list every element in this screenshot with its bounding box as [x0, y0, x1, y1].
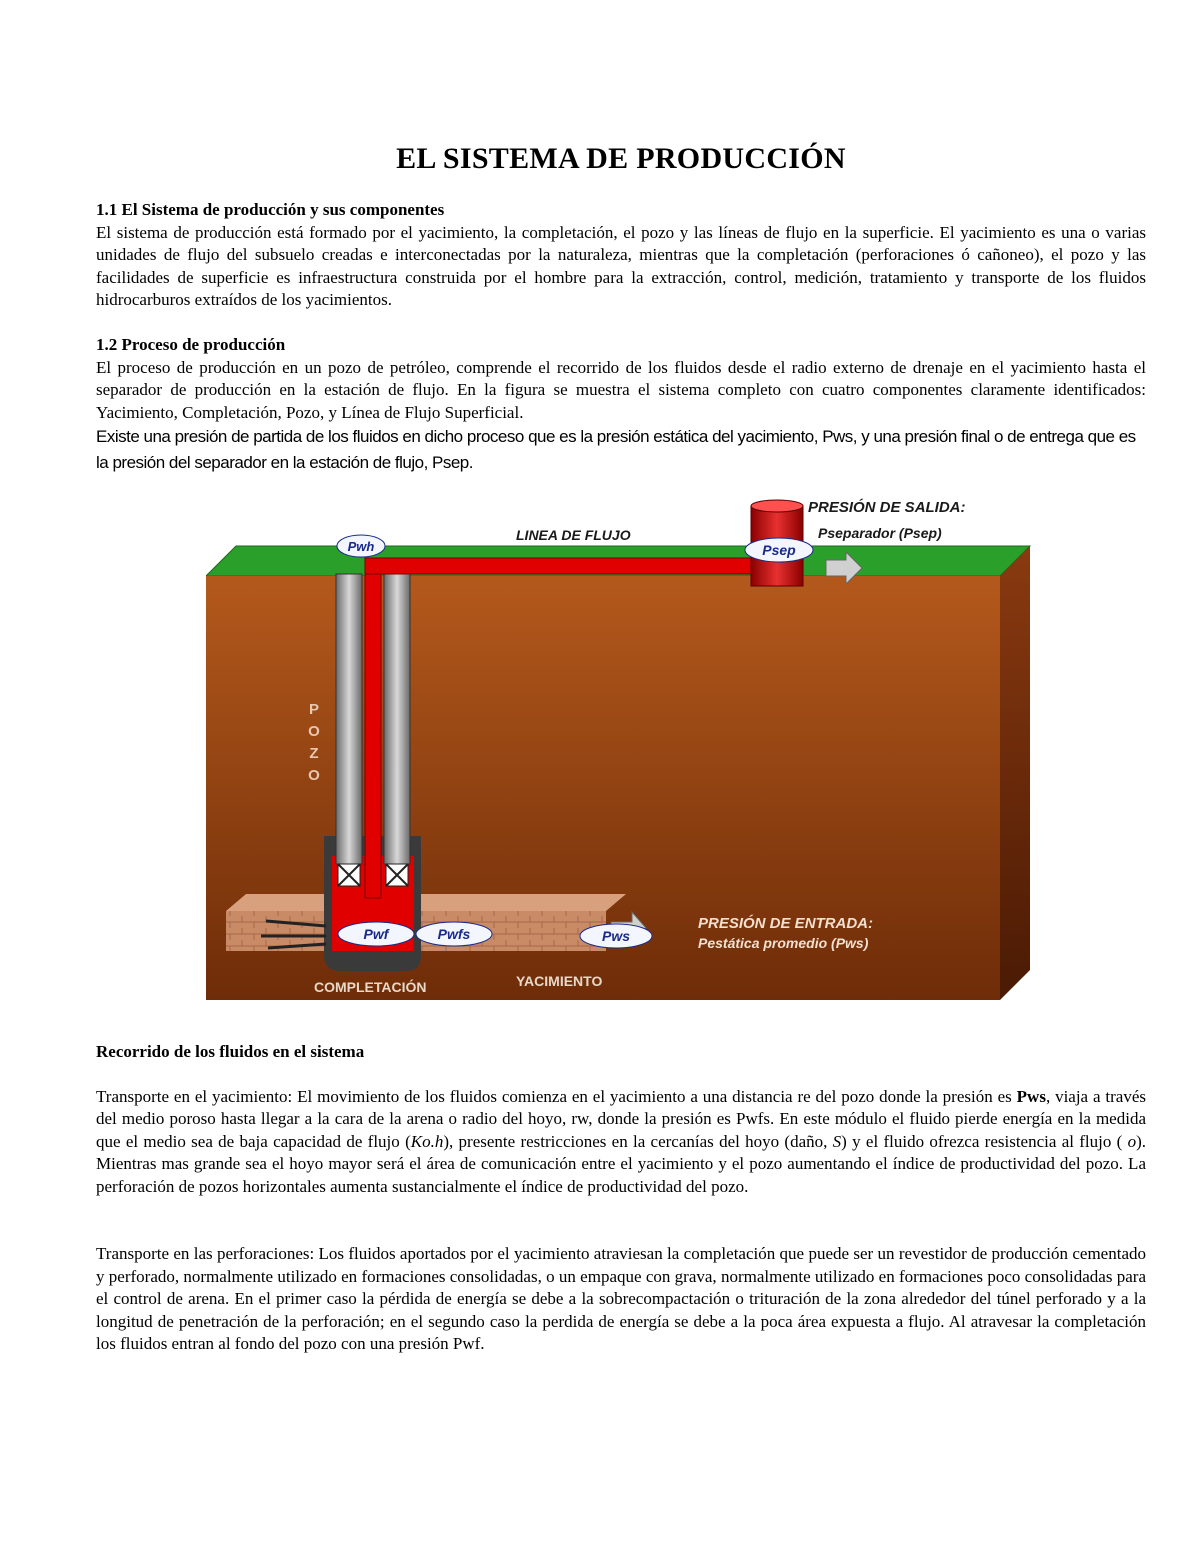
section-3-heading: Recorrido de los fluidos en el sistema: [96, 1042, 365, 1061]
casing-left: [336, 574, 362, 864]
inlet-pressure-label: PRESIÓN DE ENTRADA:: [698, 915, 874, 932]
packer-left: [338, 864, 360, 886]
section-3-paragraph-1: [96, 1086, 1146, 1199]
pozo-letter-3: Z: [309, 745, 319, 762]
pwfs-badge: [416, 922, 492, 946]
completion-label: COMPLETACIÓN: [314, 979, 427, 995]
packer-right: [386, 864, 408, 886]
pwf-badge: [338, 922, 414, 946]
section-1-heading: 1.1 El Sistema de producción y sus componentes: [96, 200, 445, 219]
page-title: EL SISTEMA DE PRODUCCIÓN: [396, 142, 846, 175]
pwh-label: Pwh: [347, 539, 375, 554]
p1-text-c: ), presente restricciones en la cercanías del hoyo (daño,: [443, 1131, 833, 1151]
section-2-heading: 1.2 Proceso de producción: [96, 335, 286, 354]
production-system-figure: [206, 496, 1036, 1006]
section-3: [96, 1041, 1146, 1356]
pozo-letter-4: O: [308, 767, 320, 784]
p1-koh: Ko.h: [410, 1131, 444, 1151]
p1-text-b: , viaja a través del medio poroso hasta llegar a la cara de la arena o radio del hoyo, rw, donde la presión es Pwfs. En este módulo el fluido pierde energía en la medida que el medio sea de baja capacidad de flujo (: [96, 1086, 1146, 1151]
psep-label: Psep: [762, 542, 796, 558]
pwfs-label: Pwfs: [437, 926, 471, 942]
section-2-body-2: Existe una presión de partida de los fluidos en dicho proceso que es la presión estática del yacimiento, Pws, y una presión final o de entrega que es la presión del separador en la estación de flujo, Psep.: [96, 427, 1136, 472]
p1-text-e: ). Mientras mas grande sea el hoyo mayor será el área de comunicación entre el yacimiento y el pozo aumentando el índice de productividad del pozo. La perforación de pozos horizontales aumenta sustancialmente el índice de productividad del pozo.: [96, 1131, 1147, 1196]
section-2-body: El proceso de producción en un pozo de petróleo, comprende el recorrido de los fluidos desde el radio externo de drenaje en el yacimiento hasta el separador de producción en la estación de flujo. En la figura se muestra el sistema completo con cuatro componentes claramente identificados: Yacimiento, Completación, Pozo, y Línea de Flujo Superficial.: [96, 357, 1146, 422]
flow-line-pipe: [365, 558, 755, 574]
separator-pressure-label: Pseparador (Psep): [818, 525, 942, 541]
flow-line-label: LINEA DE FLUJO: [516, 527, 631, 543]
pwf-label: Pwf: [363, 926, 389, 942]
static-pressure-label: Pestática promedio (Pws): [698, 935, 869, 951]
p1-text-d: ) y el fluido ofrezca resistencia al flujo (: [841, 1131, 1128, 1151]
casing-right: [384, 574, 410, 864]
section-1: [96, 199, 1146, 312]
pws-badge: [580, 924, 652, 948]
p1-pws-bold: Pws: [1016, 1086, 1046, 1106]
section-1-body: El sistema de producción está formado por el yacimiento, la completación, el pozo y las líneas de flujo en la superficie. El yacimiento es una o varias unidades de flujo del subsuelo creadas e interconectadas por la naturaleza, mientras que la completación (perforaciones ó cañoneo), el pozo y las facilidades de superficie es infraestructura construida por el hombre para la extracción, control, medición, tratamiento y transporte de los fluidos hidrocarburos extraídos de los yacimientos.: [96, 222, 1146, 309]
pws-label: Pws: [601, 928, 631, 944]
outlet-pressure-label: PRESIÓN DE SALIDA:: [808, 499, 966, 516]
reservoir-label: YACIMIENTO: [516, 973, 603, 989]
pozo-letter-2: O: [308, 723, 320, 740]
pozo-letter-1: P: [308, 701, 320, 718]
p1-s: S: [832, 1131, 842, 1151]
pwh-badge: [337, 535, 385, 557]
p1-o: o: [1127, 1131, 1137, 1151]
section-3-paragraph-2: Transporte en las perforaciones: Los fluidos aportados por el yacimiento atraviesan la completación que puede ser un revestidor de producción cementado y perforado, normalmente utilizado en formaciones consolidadas, o un empaque con grava, normalmente utilizado en formaciones poco consolidadas para el control de arena. En el primer caso la pérdida de energía se debe a la sobrecompactación o trituración de la zona alrededor del túnel perforado y a la longitud de penetración de la perforación; en el segundo caso la perdida de energía se debe a la poca área expuesta a flujo. Al atravesar la completación los fluidos entran al fondo del pozo con una presión Pwf.: [96, 1244, 1146, 1353]
p1-text-a: Transporte en el yacimiento: El movimiento de los fluidos comienza en el yacimiento a una distancia re del pozo donde la presión es: [96, 1086, 1017, 1106]
production-tubing: [365, 558, 381, 898]
psep-badge: [745, 538, 813, 562]
section-2: [96, 334, 1146, 476]
